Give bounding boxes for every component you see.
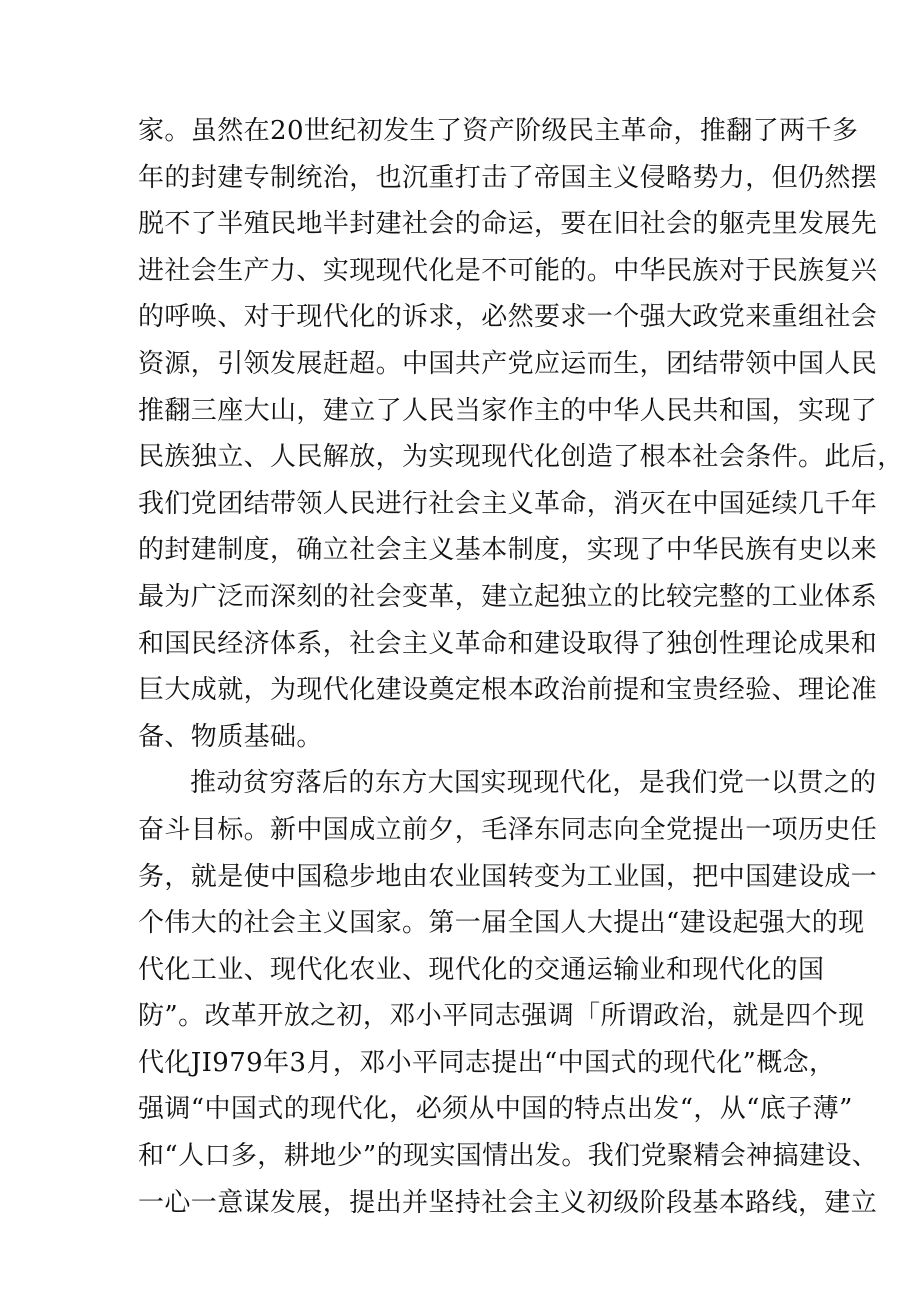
text-line: 推翻三座大山，建立了人民当家作主的中华人民共和国，实现了 bbox=[138, 395, 878, 426]
text-line: 和“人口多，耕地少”的现实国情出发。我们党聚精会神搞建设、 bbox=[138, 1141, 879, 1172]
text-line: 资源，引领发展赶超。中国共产党应运而生，团结带领中国人民 bbox=[138, 348, 878, 379]
text-line: 务，就是使中国稳步地由农业国转变为工业国，把中国建设成一 bbox=[138, 861, 878, 892]
text-line: 最为广泛而深刻的社会变革，建立起独立的比较完整的工业体系 bbox=[138, 581, 878, 612]
text-line: 一心一意谋发展，提出并坚持社会主义初级阶段基本路线，建立 bbox=[138, 1187, 878, 1218]
text-line: 代化工业、现代化农业、现代化的交通运输业和现代化的国 bbox=[138, 954, 825, 985]
text-line: 的呼唤、对于现代化的诉求，必然要求一个强大政党来重组社会 bbox=[138, 302, 878, 333]
text-line: 备、物质基础。 bbox=[138, 721, 323, 752]
text-line: 的封建制度，确立社会主义基本制度，实现了中华民族有史以来 bbox=[138, 535, 878, 566]
paragraph-1 bbox=[138, 108, 904, 760]
text-line: 家。虽然在20世纪初发生了资产阶级民主革命，推翻了两千多 bbox=[138, 116, 859, 146]
text-line: 强调“中国式的现代化，必须从中国的特点出发“，从“底子薄” bbox=[138, 1094, 853, 1125]
text-line: 防”。改革开放之初，邓小平同志强调「所谓政治，就是四个现 bbox=[138, 1001, 865, 1032]
text-line: 代化JI979年3月，邓小平同志提出“中国式的现代化”概念， bbox=[138, 1047, 836, 1078]
text-line: 推动贫穷落后的东方大国实现现代化，是我们党一以贯之的 bbox=[190, 768, 877, 799]
text-line: 巨大成就，为现代化建设奠定根本政治前提和宝贵经验、理论准 bbox=[138, 675, 878, 706]
text-line: 年的封建专制统治，也沉重打击了帝国主义侵略势力，但仍然摆 bbox=[138, 162, 878, 193]
text-line: 个伟大的社会主义国家。第一届全国人大提出“建设起强大的现 bbox=[138, 908, 865, 939]
text-line: 和国民经济体系，社会主义革命和建设取得了独创性理论成果和 bbox=[138, 628, 878, 659]
text-line: 我们党团结带领人民进行社会主义革命，消灭在中国延续几千年 bbox=[138, 488, 878, 519]
paragraph-2 bbox=[138, 760, 879, 1226]
text-line: 脱不了半殖民地半封建社会的命运，要在旧社会的躯壳里发展先 bbox=[138, 209, 878, 240]
text-line: 民族独立、人民解放，为实现现代化创造了根本社会条件。此后， bbox=[138, 442, 904, 473]
text-line: 奋斗目标。新中国成立前夕，毛泽东同志向全党提出一项历史任 bbox=[138, 814, 878, 845]
text-line: 进社会生产力、实现现代化是不可能的。中华民族对于民族复兴 bbox=[138, 255, 878, 286]
body-text bbox=[138, 108, 904, 1226]
